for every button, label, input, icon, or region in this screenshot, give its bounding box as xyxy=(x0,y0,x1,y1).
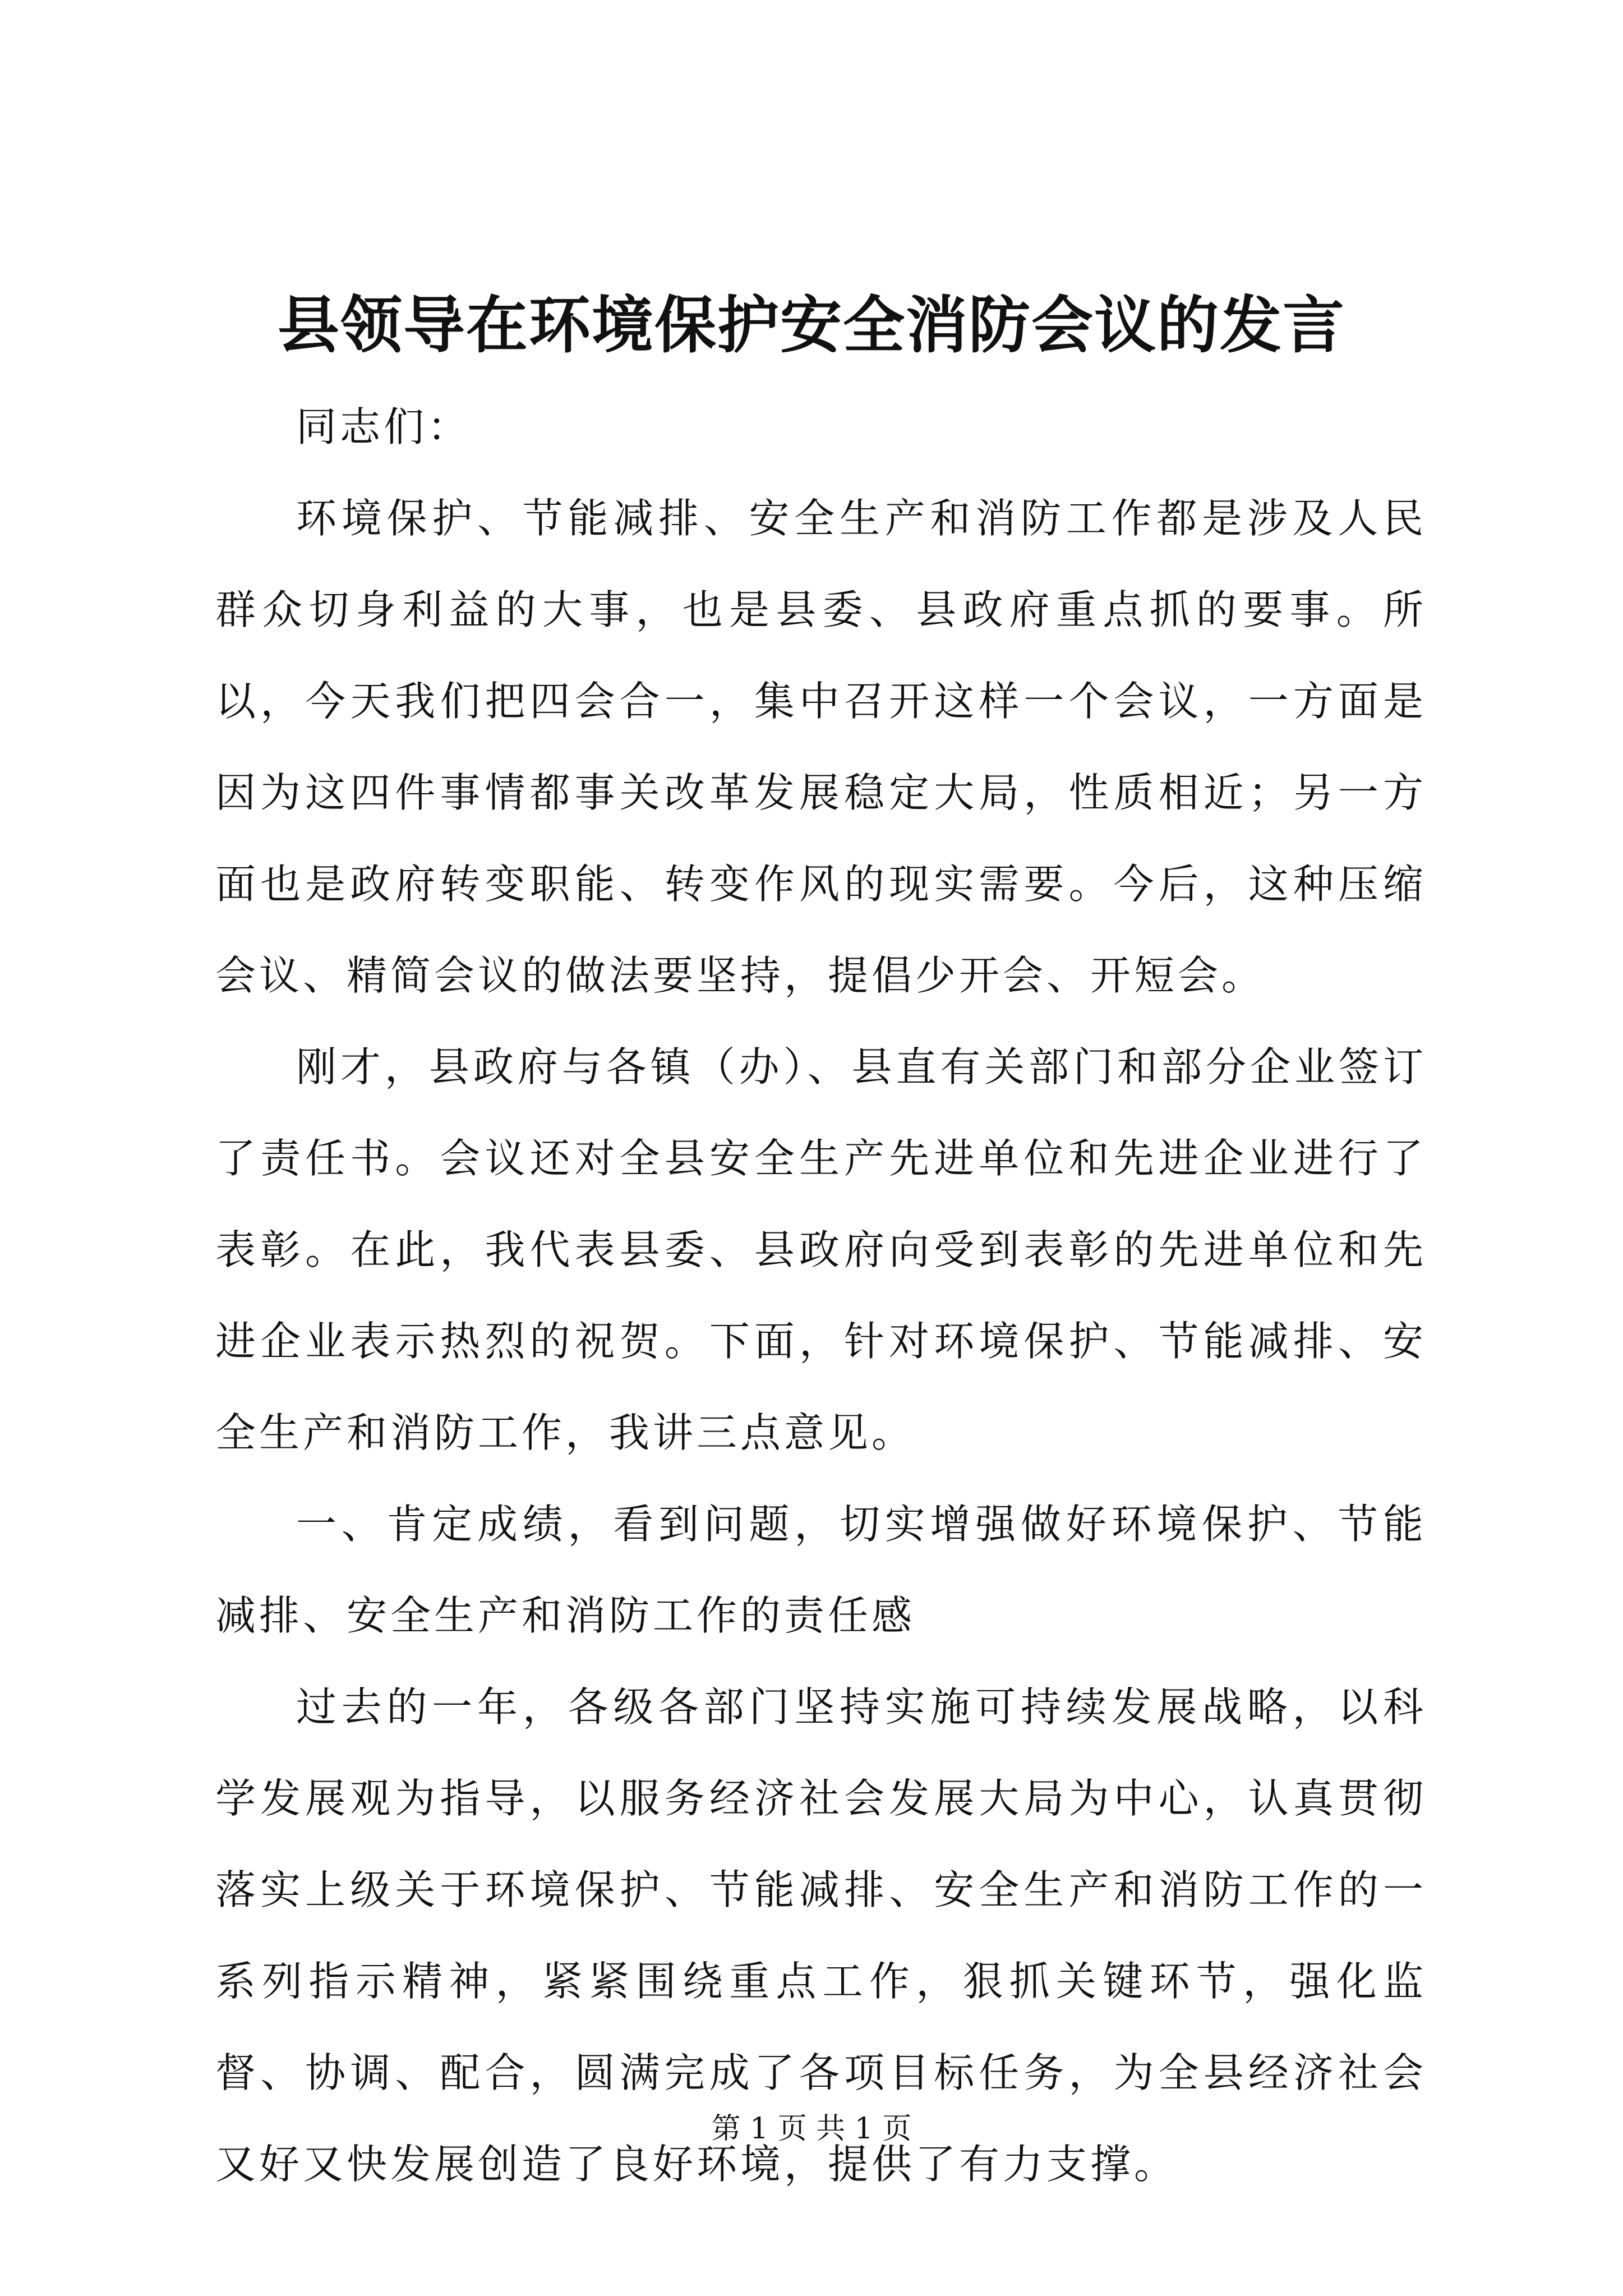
page-footer: 第 1 页 共 1 页 xyxy=(711,2112,912,2146)
intro-paragraph: 环境保护、节能减排、安全生产和消防工作都是涉及人民群众切身利益的大事，也是县委、县政府重点抓的要事。所以，今天我们把四会合一，集中召开这样一个会议，一方面是因为这四件事情都事关改革发展稳定大局，性质相近；另一方面也是政府转变职能、转变作风的现实需要。今后，这种压缩会议、精简会议的做法要坚持，提倡少开会、开短会。 xyxy=(215,495,1427,999)
achievements-paragraph: 过去的一年，各级各部门坚持实施可持续发展战略，以科学发展观为指导，以服务经济社会发展大局为中心，认真贯彻落实上级关于环境保护、节能减排、安全生产和消防工作的一系列指示精神，紧紧围绕重点工作，狠抓关键环节，强化监督、协调、配合，圆满完成了各项目标任务，为全县经济社会又好又快发展创造了良好环境，提供了有力支撑。 xyxy=(215,1683,1427,2188)
section-heading-1: 一、肯定成绩，看到问题，切实增强做好环境保护、节能减排、安全生产和消防工作的责任感 xyxy=(215,1501,1427,1639)
salutation-paragraph: 同志们： xyxy=(296,403,472,450)
responsibility-paragraph: 刚才，县政府与各镇（办）、县直有关部门和部分企业签订了责任书。会议还对全县安全生产先进单位和先进企业进行了表彰。在此，我代表县委、县政府向受到表彰的先进单位和先进企业表示热烈的祝贺。下面，针对环境保护、节能减排、安全生产和消防工作，我讲三点意见。 xyxy=(215,1043,1427,1456)
document-title: 县领导在环境保护安全消防会议的发言 xyxy=(278,289,1345,361)
document-body xyxy=(215,381,1427,2210)
